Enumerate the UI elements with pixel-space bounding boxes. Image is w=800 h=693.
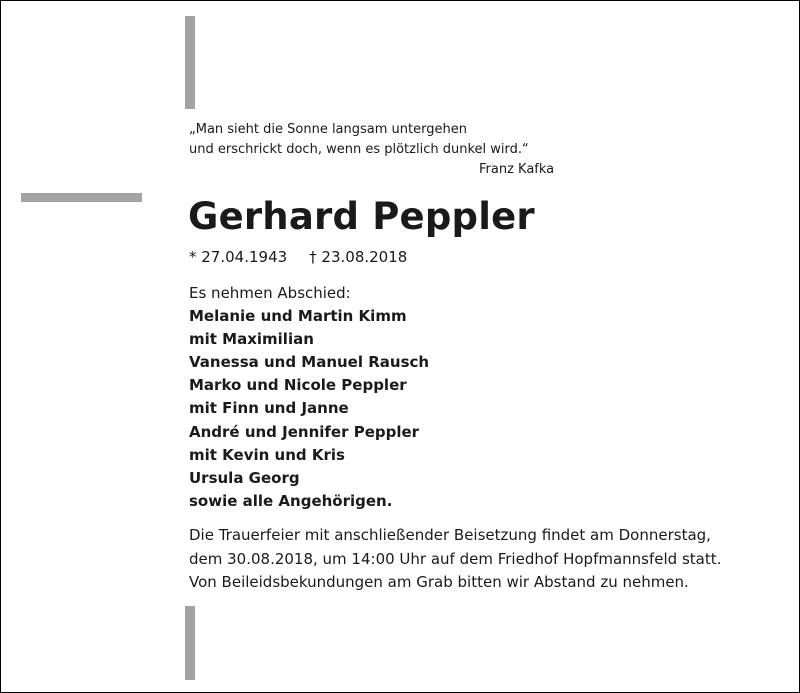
mourner-line: Marko und Nicole Peppler: [189, 376, 407, 395]
mourners-list: [189, 282, 429, 513]
funeral-line: Die Trauerfeier mit anschließender Beisetzung findet am Donnerstag,: [189, 526, 711, 544]
quote: [189, 120, 529, 160]
birth-date: * 27.04.1943: [189, 248, 288, 266]
mourner-line: Vanessa und Manuel Rausch: [189, 353, 430, 372]
funeral-line: dem 30.08.2018, um 14:00 Uhr auf dem Friedhof Hopfmannsfeld statt.: [189, 549, 722, 568]
mourner-line: mit Kevin und Kris: [189, 445, 345, 464]
quote-line: und erschrickt doch, wenn es plötzlich dunkel wird.“: [189, 142, 529, 157]
death-date: † 23.08.2018: [309, 248, 408, 266]
mourner-line: Melanie und Martin Kimm: [189, 307, 407, 326]
quote-author: Franz Kafka: [479, 162, 555, 177]
mourner-line: mit Finn und Janne: [189, 399, 349, 418]
quote-line: „Man sieht die Sonne langsam untergehen: [189, 122, 467, 137]
cross-vertical-top: [185, 16, 195, 109]
mourner-line: Ursula Georg: [189, 468, 300, 487]
funeral-details: [189, 524, 721, 595]
deceased-name: Gerhard Peppler: [188, 195, 535, 238]
life-dates: [189, 246, 407, 268]
mourner-line: sowie alle Angehörigen.: [189, 491, 393, 510]
mourners-intro: Es nehmen Abschied:: [189, 284, 351, 302]
funeral-line: Von Beileidsbekundungen am Grab bitten wir Abstand zu nehmen.: [189, 573, 689, 591]
mourner-line: mit Maximilian: [189, 330, 314, 349]
cross-horizontal-left: [21, 193, 142, 202]
cross-vertical-bottom: [185, 606, 195, 680]
mourner-line: André und Jennifer Peppler: [189, 422, 420, 441]
